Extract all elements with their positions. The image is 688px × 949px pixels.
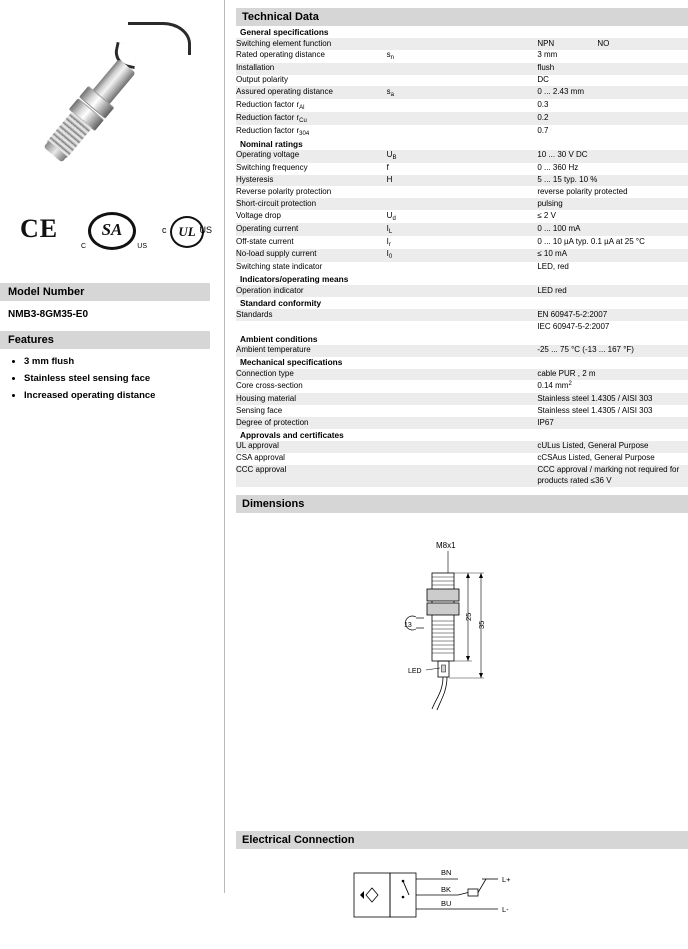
spec-value: 5 ... 15 typ. 10 % — [537, 175, 598, 185]
spec-value: pulsing — [537, 198, 563, 208]
electrical-connection-heading: Electrical Connection — [236, 831, 688, 849]
spec-label: Installation — [236, 63, 275, 73]
spec-value: 3 mm — [537, 50, 558, 60]
spec-group-header — [236, 297, 688, 309]
spec-value: reverse polarity protected — [537, 187, 628, 197]
csa-c-label: C — [81, 243, 87, 250]
spec-symbol — [387, 453, 538, 465]
table-row — [236, 393, 688, 405]
spec-label: Core cross-section — [236, 381, 303, 391]
spec-label: Operation indicator — [236, 286, 304, 296]
spec-label: Switching frequency — [236, 163, 308, 173]
spec-value: 0.7 — [537, 125, 549, 135]
spec-symbol — [387, 369, 538, 381]
spec-label: CCC approval — [236, 465, 287, 475]
ul-label: UL — [170, 216, 204, 248]
spec-symbol — [387, 75, 538, 87]
spec-group-label: Ambient conditions — [236, 333, 688, 345]
features-list — [8, 353, 220, 404]
spec-symbol: f — [386, 163, 389, 173]
spec-value: cable PUR , 2 m — [537, 369, 596, 379]
spec-label: CSA approval — [236, 453, 285, 463]
spec-symbol — [387, 112, 538, 125]
ul-us-label: US — [199, 225, 212, 235]
spec-symbol — [387, 262, 538, 274]
left-column — [0, 0, 218, 893]
spec-symbol: $s_n$ — [386, 50, 394, 62]
table-row — [236, 441, 688, 453]
table-row — [236, 453, 688, 465]
spec-label: Housing material — [236, 393, 297, 403]
spec-label: UL approval — [236, 441, 279, 451]
terminal-negative-label: L- — [502, 904, 509, 914]
spec-group-header — [236, 333, 688, 345]
model-number-value: NMB3-8GM35-E0 — [8, 309, 89, 320]
spec-value: CCC approval / marking not required for products rated ≤36 V — [537, 465, 680, 485]
model-number-heading: Model Number — [0, 283, 210, 301]
spec-group-header — [236, 138, 688, 150]
spec-label: Degree of protection — [236, 417, 309, 427]
wire-bu-label: BU — [441, 898, 452, 908]
spec-label: Output polarity — [236, 75, 289, 85]
electrical-connection-drawing — [236, 849, 688, 949]
spec-group-header — [236, 357, 688, 369]
spec-symbol — [387, 345, 538, 357]
spec-label: Operating voltage — [236, 150, 300, 160]
spec-value: IP67 — [537, 417, 554, 427]
spec-label: Connection type — [236, 369, 294, 379]
table-row — [236, 50, 688, 63]
ul-c-label: c — [162, 225, 167, 235]
list-item: • Stainless steel sensing face — [24, 370, 220, 387]
table-row — [236, 309, 688, 321]
spec-group-header — [236, 274, 688, 286]
right-column — [236, 0, 688, 949]
spec-symbol: H — [386, 175, 393, 185]
technical-data-table — [236, 26, 688, 487]
list-item: • 3 mm flush — [24, 353, 220, 370]
dim-led-label: LED — [408, 667, 422, 675]
spec-symbol: $I_r$ — [386, 236, 391, 248]
terminal-positive-label: L+ — [502, 874, 511, 884]
spec-value: 0.14 $mm^2$ — [537, 381, 572, 391]
table-row — [236, 405, 688, 417]
spec-symbol — [387, 63, 538, 75]
spec-symbol — [387, 38, 538, 50]
spec-value: NPN NO — [537, 38, 610, 48]
spec-symbol — [387, 99, 538, 112]
spec-value: ≤ 10 mA — [537, 249, 568, 259]
dimensions-heading: Dimensions — [236, 495, 688, 513]
spec-group-label: Approvals and certificates — [236, 429, 688, 441]
spec-symbol: $s_a$ — [386, 87, 394, 99]
spec-value: Stainless steel 1.4305 / AISI 303 — [537, 405, 653, 415]
spec-group-label: General specifications — [236, 26, 688, 38]
spec-group-label: Standard conformity — [236, 297, 688, 309]
spec-symbol — [387, 393, 538, 405]
dim-wrench-label: 13 — [404, 621, 412, 629]
table-row — [236, 249, 688, 262]
ce-icon: CE — [20, 214, 59, 243]
dimensions-drawing — [236, 513, 688, 823]
spec-label: Reduction factor $r_{Al}$ — [236, 99, 305, 111]
column-divider — [224, 0, 225, 893]
spec-group-label: Mechanical specifications — [236, 357, 688, 369]
csa-us-label: US — [137, 243, 147, 250]
table-row — [236, 321, 688, 333]
table-row — [236, 186, 688, 198]
table-row — [236, 285, 688, 297]
spec-label: Sensing face — [236, 405, 283, 415]
spec-symbol — [387, 405, 538, 417]
spec-symbol — [387, 285, 538, 297]
dim-body-length-label: 25 — [464, 612, 473, 621]
spec-value: IEC 60947-5-2:2007 — [537, 321, 610, 331]
table-row — [236, 163, 688, 175]
spec-label: Voltage drop — [236, 210, 281, 220]
spec-symbol — [387, 186, 538, 198]
spec-value: 0.2 — [537, 112, 549, 122]
table-row — [236, 417, 688, 429]
spec-group-header — [236, 26, 688, 38]
table-row — [236, 465, 688, 487]
table-row — [236, 112, 688, 125]
spec-label: Short-circuit protection — [236, 198, 317, 208]
spec-value: -25 ... 75 °C (-13 ... 167 °F) — [537, 345, 634, 355]
spec-symbol — [387, 441, 538, 453]
csa-icon — [81, 212, 147, 250]
table-row — [236, 150, 688, 163]
spec-label: No-load supply current — [236, 249, 317, 259]
spec-label: Reduction factor $r_{304}$ — [236, 125, 310, 137]
spec-value: 0.3 — [537, 99, 549, 109]
table-row — [236, 38, 688, 50]
spec-symbol: $U_B$ — [386, 150, 397, 162]
spec-label: Reverse polarity protection — [236, 187, 332, 197]
table-row — [236, 223, 688, 236]
table-row — [236, 236, 688, 249]
spec-label: Ambient temperature — [236, 345, 311, 355]
spec-label — [236, 321, 387, 333]
spec-symbol: $I_0$ — [386, 249, 393, 261]
spec-label: Reduction factor $r_{Cu}$ — [236, 112, 307, 124]
spec-label: Rated operating distance — [236, 50, 325, 60]
dim-total-length-label: 35 — [477, 620, 486, 629]
dim-thread-label: M8x1 — [436, 540, 456, 550]
table-row — [236, 125, 688, 138]
spec-symbol — [387, 125, 538, 138]
spec-symbol — [387, 198, 538, 210]
spec-label: Hysteresis — [236, 175, 274, 185]
spec-label: Operating current — [236, 223, 299, 233]
spec-value: 0 ... 360 Hz — [537, 163, 579, 173]
spec-value: 0 ... 100 mA — [537, 223, 581, 233]
ul-icon — [162, 216, 212, 248]
spec-group-label: Nominal ratings — [236, 138, 688, 150]
spec-symbol — [387, 309, 538, 321]
spec-value: ≤ 2 V — [537, 210, 556, 220]
features-heading: Features — [0, 331, 210, 349]
spec-value: 0 ... 2.43 mm — [537, 87, 584, 97]
table-row — [236, 63, 688, 75]
table-row — [236, 75, 688, 87]
spec-value: cCSAus Listed, General Purpose — [537, 453, 655, 463]
spec-value: 10 ... 30 V DC — [537, 150, 588, 160]
spec-label: Switching state indicator — [236, 262, 323, 272]
spec-label: Standards — [236, 309, 273, 319]
spec-label: Off-state current — [236, 236, 294, 246]
spec-symbol — [387, 417, 538, 429]
spec-value: EN 60947-5-2:2007 — [537, 309, 608, 319]
spec-value: flush — [537, 63, 555, 73]
csa-label: SA — [88, 212, 136, 250]
spec-value: DC — [537, 75, 549, 85]
table-row — [236, 198, 688, 210]
technical-data-heading: Technical Data — [236, 8, 688, 26]
spec-group-label: Indicators/operating means — [236, 274, 688, 286]
spec-symbol — [387, 380, 538, 393]
spec-value: LED, red — [537, 262, 569, 272]
table-row — [236, 86, 688, 99]
table-row — [236, 380, 688, 393]
list-item: • Increased operating distance — [24, 387, 220, 404]
table-row — [236, 262, 688, 274]
table-row — [236, 210, 688, 223]
spec-value: 0 ... 10 µA typ. 0.1 µA at 25 °C — [537, 236, 645, 246]
spec-symbol: $U_d$ — [386, 210, 396, 222]
table-row — [236, 99, 688, 112]
spec-value: Stainless steel 1.4305 / AISI 303 — [537, 393, 653, 403]
spec-value: cULus Listed, General Purpose — [537, 441, 649, 451]
product-photo — [10, 14, 210, 194]
table-row — [236, 345, 688, 357]
spec-value: LED red — [537, 286, 567, 296]
table-row — [236, 369, 688, 381]
spec-symbol — [387, 321, 538, 333]
approval-marks — [14, 214, 214, 254]
spec-group-header — [236, 429, 688, 441]
table-row — [236, 175, 688, 187]
spec-symbol: $I_L$ — [386, 223, 393, 235]
wire-bn-label: BN — [441, 867, 452, 877]
spec-symbol — [387, 465, 538, 487]
spec-label: Assured operating distance — [236, 87, 333, 97]
wire-bk-label: BK — [441, 884, 452, 894]
spec-label: Switching element function — [236, 38, 332, 48]
